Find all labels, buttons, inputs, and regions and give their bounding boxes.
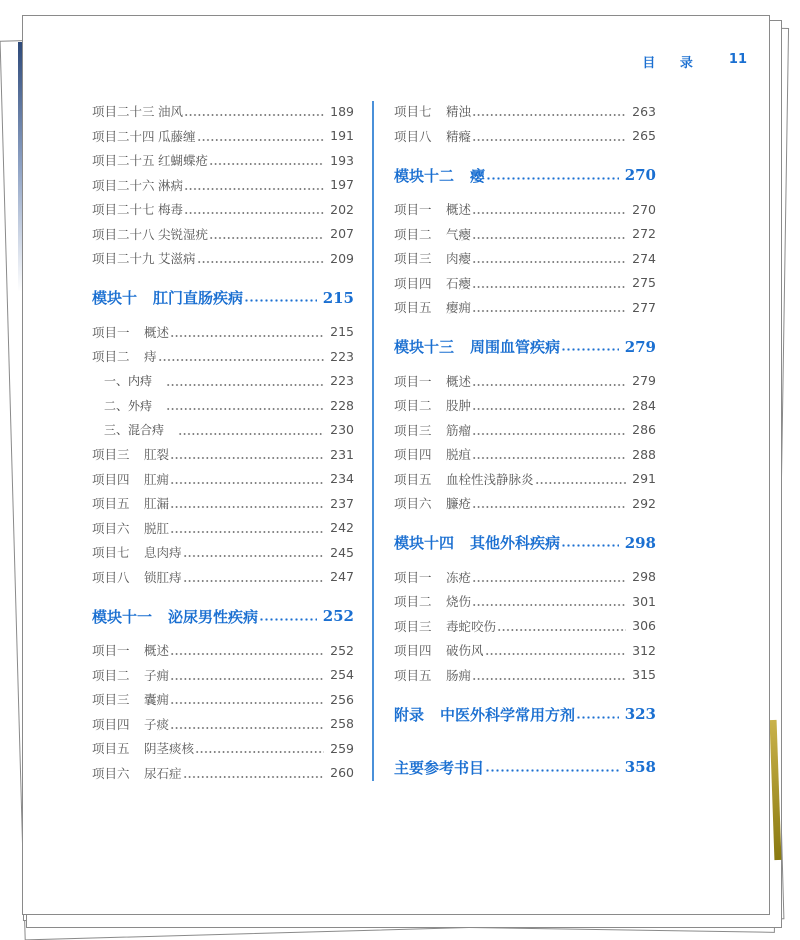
entry-title: 淋病 (158, 177, 184, 193)
entry-title: 尿石症 (144, 765, 182, 781)
dot-leader (472, 506, 626, 508)
entry-page-number: 298 (632, 569, 656, 585)
entry-page-number: 258 (330, 716, 354, 732)
entry-title: 子痰 (144, 716, 170, 732)
entry-page-number: 234 (330, 471, 354, 487)
entry-number: 项目四 (92, 471, 130, 487)
entry-page-number: 292 (632, 495, 656, 511)
entry-title: 一、内痔 (104, 374, 153, 389)
entry-number: 附录 (394, 705, 425, 724)
dot-leader (472, 604, 626, 606)
entry-label (394, 421, 471, 439)
dot-leader (561, 544, 619, 547)
entry-label (92, 151, 208, 169)
entry-page-number: 259 (330, 740, 354, 756)
dot-leader (183, 776, 324, 778)
entry-number: 项目八 (394, 128, 432, 144)
dot-leader (197, 261, 324, 263)
toc-entry[interactable] (92, 442, 354, 467)
entry-label (92, 494, 169, 512)
entry-page-number: 270 (624, 166, 656, 184)
toc-entry[interactable] (394, 369, 656, 394)
entry-label (92, 249, 196, 267)
dot-leader (178, 433, 324, 435)
dot-leader (472, 261, 626, 263)
entry-title: 肉瘿 (446, 251, 472, 267)
entry-label (92, 200, 183, 218)
page-header (642, 52, 747, 71)
dot-leader (576, 716, 619, 719)
entry-page-number: 301 (632, 593, 656, 609)
entry-number: 项目二 (394, 398, 432, 414)
entry-title: 肛裂 (144, 447, 170, 463)
dot-leader (184, 114, 324, 116)
entry-page-number: 323 (624, 705, 656, 723)
entry-page-number: 274 (632, 250, 656, 266)
entry-label (394, 127, 471, 145)
entry-page-number: 223 (330, 348, 354, 364)
dot-leader (472, 286, 626, 288)
entry-title: 艾滋病 (158, 251, 196, 267)
entry-title: 囊痈 (144, 692, 170, 708)
entry-number: 项目三 (92, 692, 130, 708)
dot-leader (170, 531, 324, 533)
entry-number: 项目二十五 (92, 153, 155, 169)
toc-entry[interactable] (394, 393, 656, 418)
entry-label (92, 102, 183, 120)
dot-leader (472, 457, 626, 459)
entry-number: 项目一 (394, 569, 432, 585)
dot-leader (158, 359, 324, 361)
entry-title: 冻疮 (446, 569, 472, 585)
entry-label (394, 336, 560, 357)
dot-leader (184, 188, 324, 190)
entry-title: 周围血管疾病 (470, 338, 561, 356)
dot-leader (170, 702, 324, 704)
entry-page-number: 247 (330, 569, 354, 585)
entry-number: 项目三 (394, 251, 432, 267)
dot-leader (170, 335, 324, 337)
toc-entry[interactable] (92, 344, 354, 369)
entry-label (92, 421, 164, 438)
entry-title: 泌尿男性疾病 (168, 607, 259, 626)
entry-label (92, 568, 182, 586)
entry-title: 息肉痔 (144, 545, 182, 561)
toc-page (22, 15, 770, 915)
entry-title: 锁肛痔 (144, 569, 182, 585)
dot-leader (472, 384, 626, 386)
entry-number: 项目三 (394, 422, 432, 438)
entry-title: 肛门直肠疾病 (153, 289, 244, 307)
dot-leader (170, 727, 324, 729)
entry-page-number: 270 (632, 201, 656, 217)
entry-label (92, 397, 152, 414)
toc-entry[interactable] (92, 712, 354, 737)
dot-leader (209, 163, 324, 165)
entry-number: 项目二 (92, 349, 130, 365)
entry-title: 石瘿 (446, 275, 472, 291)
toc-entry[interactable] (394, 614, 656, 639)
toc-entry[interactable] (92, 124, 354, 149)
toc-entry[interactable] (394, 295, 656, 320)
entry-page-number: 298 (624, 533, 656, 552)
entry-number: 项目七 (394, 104, 432, 120)
toc-entry[interactable] (92, 687, 354, 712)
entry-number: 项目八 (92, 569, 130, 585)
entry-page-number: 272 (632, 226, 656, 242)
dot-leader (170, 482, 324, 484)
dot-leader (472, 237, 626, 239)
dot-leader (472, 212, 626, 214)
entry-page-number: 277 (632, 299, 656, 315)
entry-label (92, 764, 182, 782)
toc-entry[interactable] (92, 638, 354, 663)
entry-page-number: 288 (632, 446, 656, 462)
entry-label (394, 200, 471, 218)
entry-number: 项目五 (394, 471, 432, 487)
toc-entry[interactable] (92, 467, 354, 492)
entry-label (394, 568, 471, 586)
toc-entry[interactable] (92, 369, 354, 394)
entry-title: 痔 (144, 349, 157, 365)
dot-leader (166, 384, 324, 386)
entry-title: 红蝴蝶疮 (158, 153, 209, 169)
entry-page-number: 207 (330, 226, 354, 242)
entry-label (394, 165, 485, 186)
entry-page-number: 291 (632, 471, 656, 487)
entry-number: 项目一 (394, 202, 432, 218)
dot-leader (195, 751, 324, 753)
entry-page-number: 275 (632, 275, 656, 291)
toc-module-heading[interactable] (394, 697, 656, 731)
entry-title: 肛痈 (144, 471, 170, 487)
entry-label (394, 666, 471, 684)
entry-label (92, 690, 169, 708)
toc-entry[interactable] (394, 638, 656, 663)
entry-page-number: 315 (632, 667, 656, 683)
entry-title: 梅毒 (158, 202, 184, 218)
toc-entry[interactable] (394, 99, 656, 124)
entry-label (92, 543, 182, 561)
entry-number: 模块十 (92, 289, 138, 307)
entry-label (92, 445, 169, 463)
toc-entry[interactable] (92, 736, 354, 761)
entry-number: 项目二 (394, 226, 432, 242)
entry-title: 肛漏 (144, 496, 170, 512)
dot-leader (166, 408, 324, 410)
entry-page-number: 254 (330, 667, 354, 683)
entry-page-number: 193 (330, 152, 354, 168)
entry-title: 瘿痈 (446, 300, 472, 316)
entry-label (394, 617, 496, 635)
entry-number: 项目七 (92, 545, 130, 561)
entry-page-number: 237 (330, 495, 354, 511)
entry-title: 血栓性浅静脉炎 (446, 471, 534, 487)
entry-number: 项目一 (394, 373, 432, 389)
toc-module-heading[interactable] (394, 750, 656, 784)
entry-label (394, 494, 471, 512)
toc-module-heading[interactable] (92, 281, 354, 315)
dot-leader (170, 653, 324, 655)
toc-entry[interactable] (92, 99, 354, 124)
entry-number: 项目二十三 (92, 104, 155, 120)
entry-number: 项目四 (92, 716, 130, 732)
entry-page-number: 223 (330, 373, 354, 389)
entry-page-number: 252 (322, 607, 354, 625)
entry-label (394, 396, 471, 414)
entry-number: 模块十四 (394, 534, 455, 552)
toc-entry[interactable] (394, 589, 656, 614)
entry-title: 概述 (144, 643, 170, 659)
toc-entry[interactable] (92, 393, 354, 418)
dot-leader (183, 555, 324, 557)
entry-number: 项目三 (394, 618, 432, 634)
entry-label (92, 176, 183, 194)
toc-entry[interactable] (92, 246, 354, 271)
entry-number: 项目五 (92, 741, 130, 757)
entry-label (92, 606, 258, 627)
entry-label (92, 666, 169, 684)
entry-number: 项目六 (394, 496, 432, 512)
dot-leader (170, 457, 324, 459)
toc-entry[interactable] (394, 197, 656, 222)
toc-entry[interactable] (394, 467, 656, 492)
entry-label (92, 519, 169, 537)
toc-entry[interactable] (92, 516, 354, 541)
toc-module-heading[interactable] (92, 599, 354, 633)
entry-number: 项目四 (394, 643, 432, 659)
entry-label (394, 592, 471, 610)
entry-title: 毒蛇咬伤 (446, 618, 497, 634)
entry-title: 二、外痔 (104, 398, 153, 413)
dot-leader (244, 299, 317, 302)
entry-page-number: 215 (322, 288, 354, 307)
entry-number: 项目一 (92, 643, 130, 659)
dot-leader (170, 506, 324, 508)
dot-leader (472, 139, 626, 141)
entry-title: 概述 (446, 373, 472, 389)
toc-entry[interactable] (92, 491, 354, 516)
entry-number: 模块十二 (394, 166, 455, 185)
entry-number: 项目六 (92, 520, 130, 536)
entry-title: 概述 (446, 202, 472, 218)
entry-label (394, 757, 484, 778)
entry-page-number: 197 (330, 177, 354, 193)
dot-leader (535, 482, 626, 484)
toc-entry[interactable] (92, 565, 354, 590)
entry-title: 子痈 (144, 667, 170, 683)
entry-title: 筋瘤 (446, 422, 472, 438)
dot-leader (472, 433, 626, 435)
entry-number: 项目二 (92, 667, 130, 683)
entry-number: 模块十三 (394, 338, 455, 356)
entry-page-number: 202 (330, 201, 354, 217)
entry-title: 脱疽 (446, 447, 472, 463)
entry-page-number: 189 (330, 103, 354, 119)
entry-title: 油风 (158, 104, 184, 120)
toc-entry[interactable] (394, 442, 656, 467)
entry-number: 项目五 (92, 496, 130, 512)
dot-leader (209, 237, 324, 239)
entry-label (394, 641, 484, 659)
entry-page-number: 358 (624, 758, 656, 776)
entry-page-number: 265 (632, 128, 656, 144)
dot-leader (184, 212, 324, 214)
toc-entry[interactable] (92, 148, 354, 173)
toc-module-heading[interactable] (394, 330, 656, 364)
toc-entry[interactable] (394, 663, 656, 688)
entry-page-number: 245 (330, 544, 354, 560)
toc-entry[interactable] (92, 320, 354, 345)
entry-page-number: 230 (330, 422, 354, 438)
entry-title: 阴茎痰核 (144, 741, 195, 757)
entry-title: 烧伤 (446, 594, 472, 610)
entry-page-number: 286 (632, 422, 656, 438)
dot-leader (472, 678, 626, 680)
entry-page-number: 242 (330, 520, 354, 536)
entry-label (394, 372, 471, 390)
entry-label (394, 274, 471, 292)
dot-leader (170, 678, 324, 680)
entry-title: 尖锐湿疣 (158, 226, 209, 242)
entry-title: 三、混合痔 (104, 423, 165, 438)
toc-entry[interactable] (92, 418, 354, 443)
entry-label (394, 704, 575, 725)
toc-entry[interactable] (92, 173, 354, 198)
entry-number: 项目三 (92, 447, 130, 463)
entry-number: 项目五 (394, 300, 432, 316)
entry-label (394, 249, 471, 267)
entry-title: 肠痈 (446, 667, 472, 683)
column-divider (372, 101, 374, 781)
toc-entry[interactable] (92, 222, 354, 247)
dot-leader (486, 177, 619, 180)
toc-entry[interactable] (92, 663, 354, 688)
entry-number: 项目二 (394, 594, 432, 610)
toc-entry[interactable] (394, 418, 656, 443)
entry-page-number: 284 (632, 397, 656, 413)
dot-leader (485, 653, 626, 655)
dot-leader (197, 139, 324, 141)
entry-label (394, 225, 471, 243)
dot-leader (497, 629, 626, 631)
entry-title: 主要参考书目 (394, 758, 485, 777)
dot-leader (472, 310, 626, 312)
entry-number: 项目二十八 (92, 226, 155, 242)
entry-number: 项目四 (394, 275, 432, 291)
dot-leader (472, 408, 626, 410)
entry-title: 其他外科疾病 (470, 534, 561, 552)
entry-page-number: 215 (330, 324, 354, 340)
entry-page-number: 191 (330, 128, 354, 144)
entry-label (92, 470, 169, 488)
toc-module-heading[interactable] (394, 526, 656, 560)
dot-leader (561, 348, 619, 351)
dot-leader (472, 580, 626, 582)
entry-page-number: 256 (330, 691, 354, 707)
entry-page-number: 306 (632, 618, 656, 634)
dot-leader (183, 580, 324, 582)
entry-page-number: 231 (330, 446, 354, 462)
entry-page-number: 263 (632, 103, 656, 119)
entry-label (92, 641, 169, 659)
entry-number: 项目二十七 (92, 202, 155, 218)
entry-page-number: 228 (330, 397, 354, 413)
entry-title: 精癃 (446, 128, 472, 144)
entry-page-number: 260 (330, 765, 354, 781)
toc-entry[interactable] (394, 565, 656, 590)
entry-page-number: 279 (624, 337, 656, 356)
entry-label (92, 715, 169, 733)
entry-label (92, 287, 243, 308)
toc-entry[interactable] (394, 124, 656, 149)
entry-title: 破伤风 (446, 643, 484, 659)
entry-number: 项目四 (394, 447, 432, 463)
entry-page-number: 279 (632, 373, 656, 389)
entry-label (92, 347, 157, 365)
entry-title: 瘿 (470, 166, 486, 185)
entry-page-number: 209 (330, 250, 354, 266)
toc-right-column (394, 99, 656, 789)
entry-number: 项目二十九 (92, 251, 155, 267)
entry-page-number: 312 (632, 642, 656, 658)
entry-title: 中医外科学常用方剂 (440, 705, 576, 724)
toc-entry[interactable] (394, 271, 656, 296)
entry-label (92, 225, 208, 243)
entry-number: 项目五 (394, 667, 432, 683)
header-page-number: 11 (728, 52, 747, 67)
entry-title: 脱肛 (144, 520, 170, 536)
entry-number: 模块十一 (92, 607, 153, 626)
entry-label (92, 739, 194, 757)
entry-label (92, 372, 152, 389)
entry-number: 项目二十六 (92, 177, 155, 193)
toc-left-column (92, 99, 354, 785)
entry-number: 项目六 (92, 765, 130, 781)
toc-entry[interactable] (92, 761, 354, 786)
entry-label (394, 445, 471, 463)
toc-entry[interactable] (92, 197, 354, 222)
entry-label (92, 323, 169, 341)
dot-leader (472, 114, 626, 116)
dot-leader (259, 618, 317, 621)
toc-entry[interactable] (394, 491, 656, 516)
entry-title: 精浊 (446, 104, 472, 120)
entry-title: 概述 (144, 324, 170, 340)
entry-title: 股肿 (446, 398, 472, 414)
entry-number: 项目一 (92, 324, 130, 340)
entry-label (92, 127, 196, 145)
toc-entry[interactable] (92, 540, 354, 565)
toc-entry[interactable] (394, 246, 656, 271)
entry-title: 瓜藤缠 (158, 128, 196, 144)
entry-number: 项目二十四 (92, 128, 155, 144)
entry-label (394, 470, 534, 488)
dot-leader (485, 769, 619, 772)
header-title: 目 录 (642, 56, 703, 71)
entry-title: 气瘿 (446, 226, 472, 242)
entry-title: 臁疮 (446, 496, 472, 512)
entry-label (394, 532, 560, 553)
entry-label (394, 102, 471, 120)
toc-module-heading[interactable] (394, 158, 656, 192)
entry-page-number: 252 (330, 642, 354, 658)
entry-label (394, 298, 471, 316)
toc-entry[interactable] (394, 222, 656, 247)
